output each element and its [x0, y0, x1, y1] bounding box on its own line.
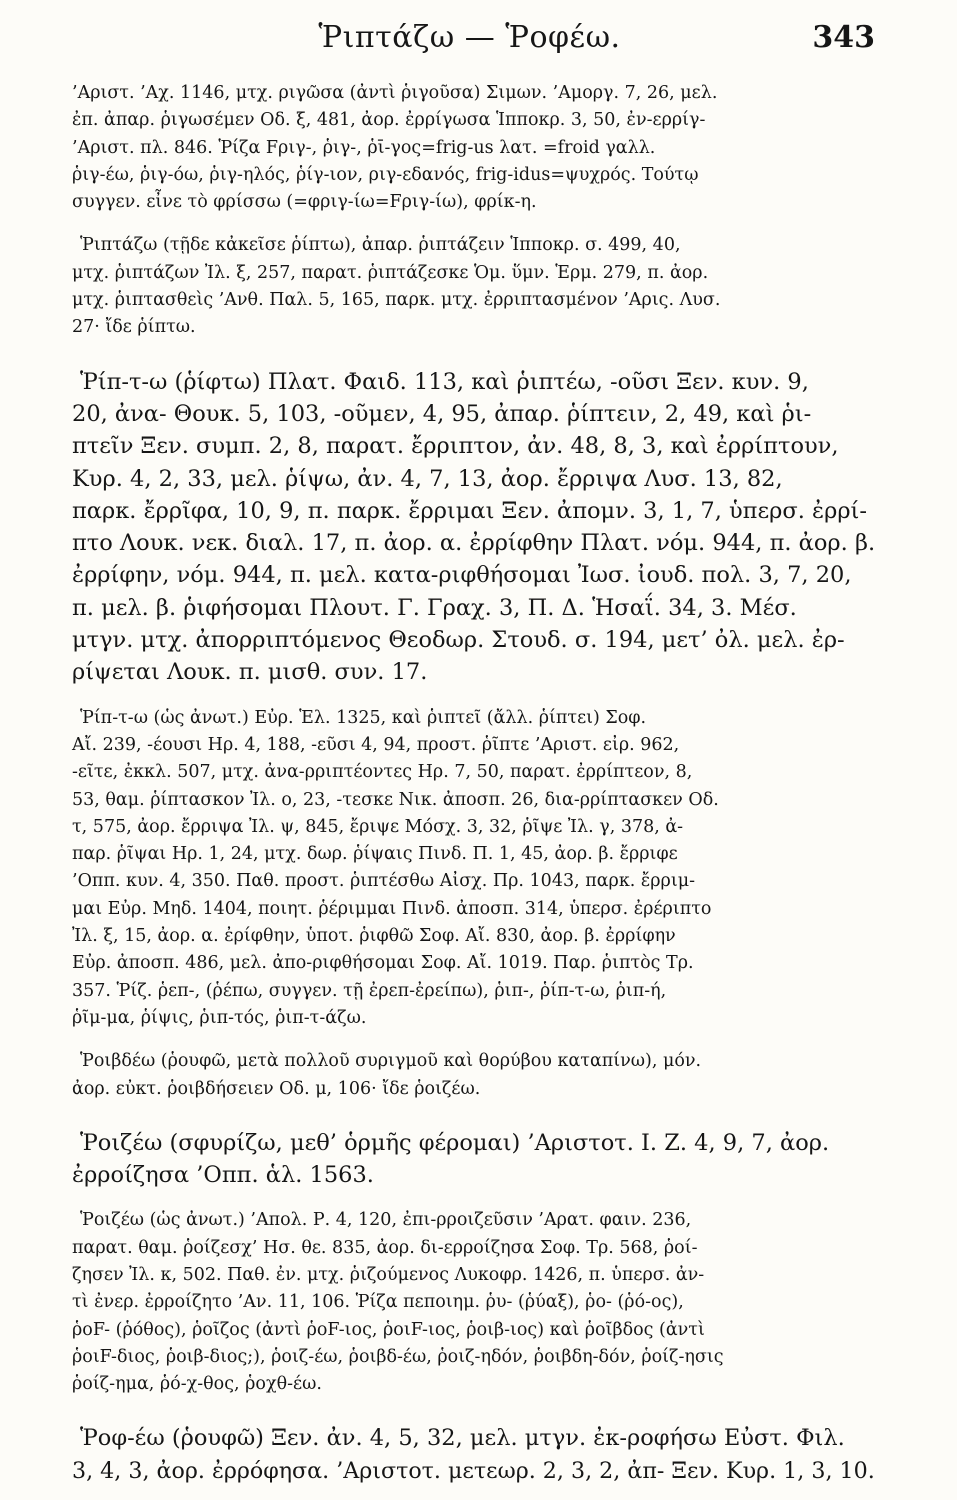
entry-line: ’Οππ. κυν. 4, 350. Παθ. προστ. ῥιπτέσθω Αἰσχ. Πρ. 1043, παρκ. ἔρριμ- [72, 871, 695, 892]
entry-gap [72, 1191, 867, 1207]
page-header [72, 14, 875, 58]
entry-line: μτχ. ῥιπτάζων Ἰλ. ξ, 257, παρατ. ῥιπτάζεσκε Ὁμ. ὕμν. Ἑρμ. 279, π. ἀορ. [72, 262, 709, 283]
entry-line: Ῥοιζέω (ὡς ἀνωτ.) ’Απολ. Ρ. 4, 120, ἐπι-ρροιζεῦσιν ’Αρατ. φαιν. 236, [80, 1210, 692, 1231]
entry-line: ζησεν Ἰλ. κ, 502. Παθ. ἐν. μτχ. ῥιζούμενος Λυκοφρ. 1426, π. ὑπερσ. ἀν- [72, 1264, 705, 1285]
entry-line: ρίψεται Λουκ. π. μισθ. συν. 17. [72, 659, 428, 686]
entry-line: 3, 4, 3, ἀορ. ἐρρόφησα. ’Αριστοτ. μετεωρ. 2, 3, 2, ἀπ- Ξεν. Κυρ. 1, 3, 10. [72, 1457, 875, 1484]
entry-line: Ῥίπ-τ-ω (ὡς ἀνωτ.) Εὐρ. Ἑλ. 1325, καὶ ῥιπτεῖ (ἄλλ. ῥίπτει) Σοφ. [80, 707, 647, 728]
entry-line: ἐπ. ἀπαρ. ῥιγωσέμεν Οδ. ξ, 481, ἀορ. ἐρρίγωσα Ἱπποκρ. 3, 50, ἐν-ερρίγ- [72, 110, 706, 131]
entry-roizeo-poetic [72, 1207, 867, 1398]
entry-line: ῥιγ-έω, ῥιγ-όω, ῥιγ-ηλός, ῥίγ-ιον, ριγ-εδανός, frig-idus=ψυχρός. Τούτῳ [72, 164, 699, 185]
entry-gap [72, 1398, 867, 1422]
entry-line: 20, ἀνα- Θουκ. 5, 103, -οῦμεν, 4, 95, ἀπαρ. ῥίπτειν, 2, 49, καὶ ῥι- [72, 400, 812, 427]
entry-ripto-poetic [72, 705, 867, 1033]
entry-line: 53, θαμ. ῥίπτασκον Ἰλ. ο, 23, -τεσκε Νικ. ἀποσπ. 26, δια-ρρίπτασκεν Οδ. [72, 789, 719, 810]
entry-roizeo-attic [72, 1127, 867, 1192]
entry-rigoo-continuation [72, 80, 867, 216]
entry-line: Ῥοιβδέω (ῥουφῶ, μετὰ πολλοῦ συριγμοῦ καὶ θορύβου καταπίνω), μόν. [80, 1051, 702, 1072]
entry-line: Ῥίπ-τ-ω (ῥίφτω) Πλατ. Φαιδ. 113, καὶ ῥιπτέω, -οῦσι Ξεν. κυν. 9, [80, 368, 809, 395]
page-number: 343 [812, 20, 875, 55]
entry-line: ῥοF- (ῥόθος), ῥοῖζος (ἀντὶ ῥοF-ιος, ῥοιF-ιος, ῥοιβ-ιος) καὶ ῥοῖβδος (ἀντὶ [72, 1319, 705, 1340]
entry-line: Ῥιπτάζω (τῇδε κἀκεῖσε ῥίπτω), ἀπαρ. ῥιπτάζειν Ἱπποκρ. σ. 499, 40, [80, 235, 681, 256]
entry-line: ἀορ. εὐκτ. ῥοιβδήσειεν Οδ. μ, 106· ἴδε ῥοιζέω. [72, 1078, 481, 1099]
entry-line: Ἰλ. ξ, 15, ἀορ. α. ἐρίφθην, ὑποτ. ῥιφθῶ Σοφ. Αἴ. 830, ἀορ. β. ἐρρίφην [72, 926, 676, 947]
entry-line: -εῖτε, ἐκκλ. 507, μτχ. ἀνα-ρριπτέοντες Ηρ. 7, 50, παρατ. ἐρρίπτεον, 8, [72, 762, 693, 783]
entry-line: μτχ. ῥιπτασθεὶς ’Ανθ. Παλ. 5, 165, παρκ. μτχ. ἐρριπτασμένον ’Αρις. Λυσ. [72, 290, 721, 311]
entry-line: παρκ. ἔρρῖφα, 10, 9, π. παρκ. ἔρριμαι Ξεν. ἀπομν. 3, 1, 7, ὑπερσ. ἐρρί- [72, 497, 867, 524]
entry-line: ῥοίζ-ημα, ῥό-χ-θος, ῥοχθ-έω. [72, 1374, 322, 1395]
entry-line: Κυρ. 4, 2, 33, μελ. ῥίψω, ἀν. 4, 7, 13, ἀορ. ἔρριψα Λυσ. 13, 82, [72, 465, 783, 492]
entry-riptazo [72, 232, 867, 341]
entry-line: τὶ ἐνερ. ἐρροίζητο ’Αν. 11, 106. Ῥίζα πεποιημ. ῥυ- (ῥύαξ), ῥο- (ῥό-ος), [72, 1292, 684, 1313]
entry-line: ἐρρίφην, νόμ. 944, π. μελ. κατα-ριφθήσομαι Ἰωσ. ἰουδ. πολ. 3, 7, 20, [72, 562, 852, 589]
entry-line: πτεῖν Ξεν. συμπ. 2, 8, παρατ. ἔρριπτον, ἀν. 48, 8, 3, καὶ ἐρρίπτουν, [72, 433, 839, 460]
entry-line: Ῥοφ-έω (ῥουφῶ) Ξεν. ἀν. 4, 5, 32, μελ. μτγν. ἐκ-ροφήσω Εὐστ. Φιλ. [80, 1425, 845, 1452]
entry-line: π. μελ. β. ῥιφήσομαι Πλουτ. Γ. Γραχ. 3, Π. Δ. Ἡσαΐ. 34, 3. Μέσ. [72, 594, 797, 621]
entry-roibdeo [72, 1048, 867, 1103]
entries-column [72, 80, 876, 1487]
entry-line: ῥῖμ-μα, ῥίψις, ῥιπ-τός, ῥιπ-τ-άζω. [72, 1007, 367, 1028]
entry-line: παρατ. θαμ. ῥοίζεσχ’ Ησ. θε. 835, ἀορ. δι-ερροίζησα Σοφ. Τρ. 568, ῥοί- [72, 1237, 698, 1258]
entry-ripto-attic [72, 366, 876, 689]
entry-gap [72, 689, 867, 705]
entry-line: πτο Λουκ. νεκ. διαλ. 17, π. ἀορ. α. ἐρρίφθην Πλατ. νόμ. 944, π. ἀορ. β. [72, 530, 876, 557]
entry-line: 27· ἴδε ῥίπτω. [72, 317, 196, 338]
entry-line: μαι Εὐρ. Μηδ. 1404, ποιητ. ῥέριμμαι Πινδ. ἀποσπ. 314, ὑπερσ. ἐρέριπτο [72, 898, 712, 919]
entry-gap [72, 216, 867, 232]
entry-rofeo [72, 1422, 875, 1487]
entry-gap [72, 342, 867, 366]
entry-line: μτγν. μτχ. ἀπορριπτόμενος Θεοδωρ. Στουδ. σ. 194, μετ’ ὀλ. μελ. ἐρ- [72, 627, 845, 654]
entry-gap [72, 1103, 867, 1127]
entry-line: ’Αριστ. ’Αχ. 1146, μτχ. ριγῶσα (ἀντὶ ῥιγοῦσα) Σιμων. ’Αμοργ. 7, 26, μελ. [72, 83, 718, 103]
entry-gap [72, 1032, 867, 1048]
running-head: Ῥιπτάζω — Ῥοφέω. [318, 20, 621, 55]
entry-line: παρ. ῥῖψαι Ηρ. 1, 24, μτχ. δωρ. ῥίψαις Πινδ. Π. 1, 45, ἀορ. β. ἔρριφε [72, 844, 678, 865]
entry-line: τ, 575, ἀορ. ἔρριψα Ἰλ. ψ, 845, ἔριψε Μόσχ. 3, 32, ῥῖψε Ἰλ. γ, 378, ἀ- [72, 816, 684, 837]
entry-line: Εὐρ. ἀποσπ. 486, μελ. ἀπο-ριφθήσομαι Σοφ. Αἴ. 1019. Παρ. ῥιπτὸς Τρ. [72, 953, 694, 974]
entry-line: ’Αριστ. πλ. 846. Ῥίζα Fριγ-, ῥιγ-, ῥῑ-γος=frig-us λατ. =froid γαλλ. [72, 137, 656, 158]
entry-line: Αἴ. 239, -έουσι Ηρ. 4, 188, -εῦσι 4, 94, προστ. ῥῖπτε ’Αριστ. εἰρ. 962, [72, 734, 680, 755]
entry-line: συγγεν. εἶνε τὸ φρίσσω (=φριγ-ίω=Fριγ-ίω), φρίκ-η. [72, 192, 537, 213]
entry-line: ἐρροίζησα ’Οππ. ἁλ. 1563. [72, 1162, 374, 1189]
entry-line: 357. Ῥίζ. ῥεπ-, (ῥέπω, συγγεν. τῇ ἐρεπ-ἐρείπω), ῥιπ-, ῥίπ-τ-ω, ῥιπ-ή, [72, 980, 667, 1001]
entry-line: Ῥοιζέω (σφυρίζω, μεθ’ ὁρμῆς φέρομαι) ’Αριστοτ. Ι. Ζ. 4, 9, 7, ἀορ. [80, 1129, 830, 1156]
entry-line: ῥοιF-διος, ῥοιβ-διος;), ῥοιζ-έω, ῥοιβδ-έω, ῥοιζ-ηδόν, ῥοιβδη-δόν, ῥοίζ-ησις [72, 1346, 724, 1367]
